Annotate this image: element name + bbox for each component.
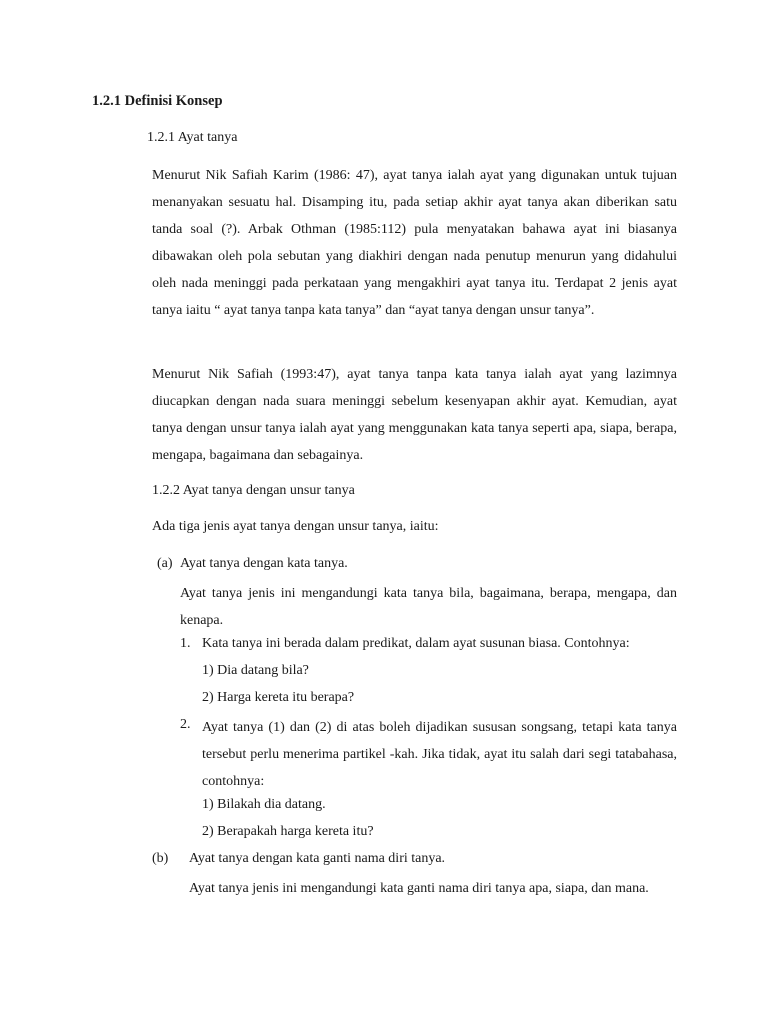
list-item-b-description: Ayat tanya jenis ini mengandungi kata ganti nama diri tanya apa, siapa, dan mana. xyxy=(189,881,649,896)
list-item-a-title: Ayat tanya dengan kata tanya. xyxy=(180,556,348,571)
point-2-example-2: 2) Berapakah harga kereta itu? xyxy=(202,824,374,839)
point-2-text: Ayat tanya (1) dan (2) di atas boleh dijadikan sususan songsang, tetapi kata tanya tersebut perlu menerima partikel -kah. Jika tidak, ayat itu salah dari segi tatabahasa, contohnya: xyxy=(202,720,677,789)
intro-sentence: Ada tiga jenis ayat tanya dengan unsur tanya, iaitu: xyxy=(152,519,439,534)
list-item-a-description: Ayat tanya jenis ini mengandungi kata tanya bila, bagaimana, berapa, mengapa, dan kenapa. xyxy=(180,586,677,628)
list-label-a: (a) xyxy=(157,556,173,571)
point-1-text: Kata tanya ini berada dalam predikat, dalam ayat susunan biasa. Contohnya: xyxy=(202,636,630,651)
paragraph-nik-safiah: Menurut Nik Safiah (1993:47), ayat tanya tanpa kata tanya ialah ayat yang lazimnya diucapkan dengan nada suara meninggi sebelum kesenyapan akhir ayat. Kemudian, ayat tanya dengan unsur tanya ialah ayat yang menggunakan kata tanya seperti apa, siapa, berapa, mengapa, bagaimana dan sebagainya. xyxy=(152,367,677,463)
list-label-b: (b) xyxy=(152,851,169,866)
list-item-b-title: Ayat tanya dengan kata ganti nama diri tanya. xyxy=(189,851,446,866)
point-2-number: 2. xyxy=(180,717,191,732)
section-heading: 1.2.1 Definisi Konsep xyxy=(92,93,223,109)
point-1-example-2: 2) Harga kereta itu berapa? xyxy=(202,690,355,705)
point-1-number: 1. xyxy=(180,636,191,651)
point-1-example-1: 1) Dia datang bila? xyxy=(202,663,309,678)
subsection-title-ayat-tanya: 1.2.1 Ayat tanya xyxy=(147,130,238,145)
point-2-example-1: 1) Bilakah dia datang. xyxy=(202,797,326,812)
subsection-title-unsur-tanya: 1.2.2 Ayat tanya dengan unsur tanya xyxy=(152,483,355,498)
paragraph-definition: Menurut Nik Safiah Karim (1986: 47), ayat tanya ialah ayat yang digunakan untuk tujuan menanyakan sesuatu hal. Disamping itu, pada setiap akhir ayat tanya akan diberikan satu tanda soal (?). Arbak Othman (1985:112) pula menyatakan bahawa ayat ini biasanya dibawakan oleh pola sebutan yang diakhiri dengan nada penutup menurun yang didahului oleh nada meninggi pada perkataan yang mengakhiri ayat tanya itu. Terdapat 2 jenis ayat tanya iaitu “ ayat tanya tanpa kata tanya” dan “ayat tanya dengan unsur tanya”. xyxy=(152,168,677,318)
